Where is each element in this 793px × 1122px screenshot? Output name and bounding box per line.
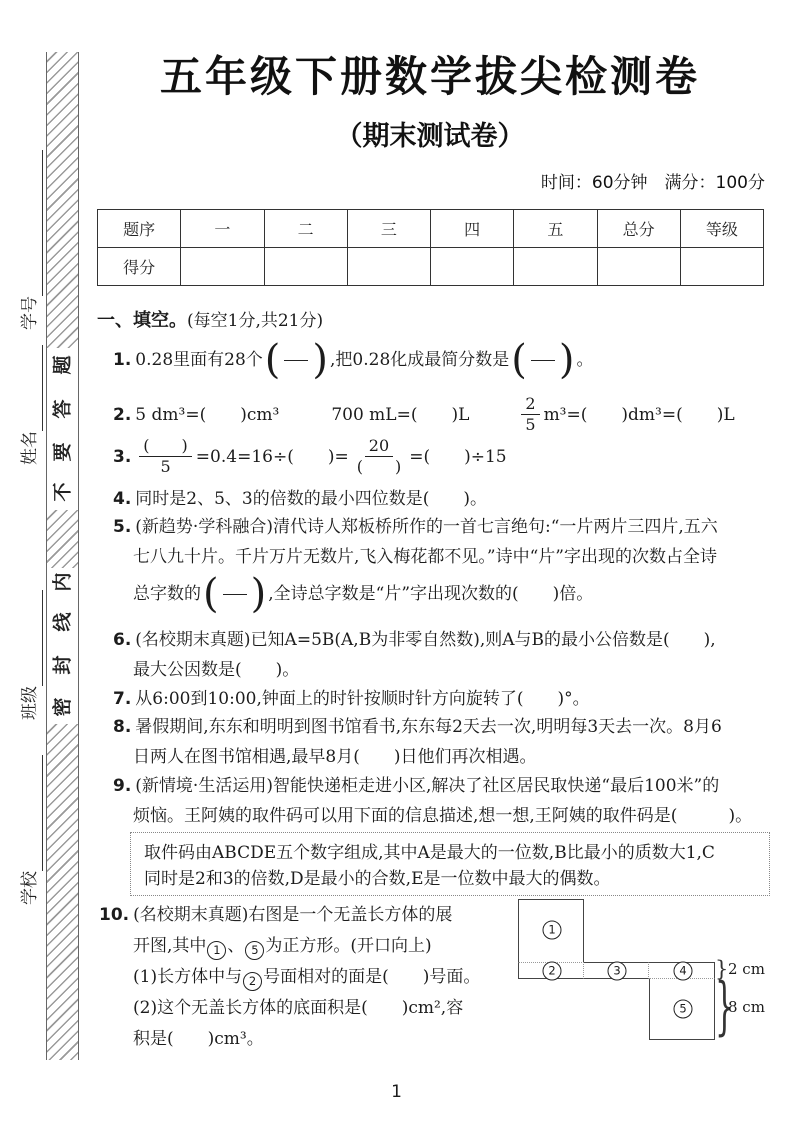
score-empty-cell — [347, 248, 430, 286]
face-label-3: 3 — [608, 962, 627, 981]
question-5-number: 5. — [113, 517, 132, 537]
score-header-cell: 三 — [347, 210, 430, 248]
class-label: 班级 — [20, 686, 40, 720]
sidebar-field-school — [15, 755, 43, 905]
question-9-number: 9. — [113, 776, 132, 796]
question-4-number: 4. — [113, 489, 132, 509]
question-8-number: 8. — [113, 717, 132, 737]
score-empty-cell — [514, 248, 597, 286]
question-3-number: 3. — [113, 446, 132, 467]
face-label-5: 5 — [674, 1000, 693, 1019]
score-empty-cell — [680, 248, 763, 286]
question-2-text: 700 mL=( )L — [331, 404, 470, 425]
name-blank-line — [22, 345, 43, 431]
question-6 — [99, 625, 767, 685]
20-over-blank-fraction: $\frac{20}{( )}$ — [356, 436, 402, 476]
blank-fraction — [265, 338, 328, 382]
question-10-text: (2)这个无盖长方体的底面积是( )cm²,容 — [133, 998, 464, 1018]
sidebar-field-class — [15, 590, 43, 720]
question-3-text: =0.4=16÷( )= — [195, 446, 349, 467]
fraction-two-fifths: $\frac{2}{5}$ — [521, 394, 539, 435]
school-label: 学校 — [20, 871, 40, 905]
seal-char-8: 密 — [51, 697, 74, 717]
question-2-text: m³=( )dm³=( )L — [543, 404, 735, 425]
seal-char-3: 要 — [51, 442, 74, 462]
question-4 — [99, 484, 767, 514]
face-label-2: 2 — [543, 962, 562, 981]
question-10-number: 10. — [99, 905, 130, 925]
school-blank-line — [22, 755, 43, 871]
question-10-text: 、 — [227, 936, 245, 956]
question-6-number: 6. — [113, 630, 132, 650]
name-label: 姓名 — [20, 431, 40, 465]
question-9-text: 烦恼。王阿姨的取件码可以用下面的信息描述,想一想,王阿姨的取件码是( )。 — [133, 806, 753, 826]
question-3 — [99, 436, 767, 477]
seal-char-5: 内 — [51, 572, 74, 592]
question-3-text: =( )÷15 — [409, 446, 507, 467]
seal-char-2: 答 — [51, 399, 74, 419]
page-title: 五年级下册数学拔尖检测卷 — [159, 52, 700, 101]
question-7-number: 7. — [113, 689, 132, 709]
student-number-label: 学号 — [20, 296, 40, 330]
seal-char-1: 题 — [51, 355, 74, 375]
info-box-text: 取件码由ABCDE五个数字组成,其中A是最大的一位数,B比最小的质数大1,C — [144, 843, 715, 863]
question-6-text: 最大公因数是( )。 — [133, 660, 300, 680]
section-1-title: 一、填空。 — [97, 310, 187, 331]
question-8-text: 日两人在图书馆相遇,最早8月( )日他们再次相遇。 — [133, 747, 537, 767]
seal-hatch-bottom — [47, 724, 78, 1060]
question-4-text: 同时是2、5、3的倍数的最小四位数是( )。 — [135, 489, 488, 509]
question-1 — [99, 338, 767, 382]
box-net-diagram — [515, 896, 793, 1061]
score-table-score-row — [98, 248, 764, 286]
time-score-info: 时间：60分钟 满分：100分 — [540, 173, 765, 193]
score-empty-cell — [431, 248, 514, 286]
question-10-text: 右图是一个无盖长方体的展 — [248, 905, 453, 925]
blank-fraction — [203, 572, 266, 616]
pickup-code-info-box — [130, 832, 770, 896]
question-6-tag: (名校期末真题) — [135, 630, 251, 650]
class-blank-line — [22, 590, 43, 686]
face-label-4: 4 — [674, 962, 693, 981]
score-table-header-row — [98, 210, 764, 248]
dimension-2cm: 2 cm — [728, 960, 765, 978]
question-9 — [99, 771, 767, 831]
question-5 — [99, 512, 767, 616]
question-5-text: 七八九十片。千片万片无数片,飞入梅花都不见。”诗中“片”字出现的次数占全诗 — [133, 547, 717, 567]
score-empty-cell — [181, 248, 264, 286]
score-empty-cell — [264, 248, 347, 286]
face-label-1: 1 — [543, 921, 562, 940]
dimension-8cm: 8 cm — [728, 998, 765, 1016]
score-header-cell: 一 — [181, 210, 264, 248]
page-number: 1 — [391, 1082, 402, 1102]
score-header-cell: 题序 — [98, 210, 181, 248]
question-9-text: 智能快递柜走进小区,解决了社区居民取快递“最后100米”的 — [272, 776, 720, 796]
seal-hatch-top — [47, 52, 78, 348]
score-empty-cell — [597, 248, 680, 286]
sidebar-field-name — [15, 345, 43, 465]
seal-char-7: 封 — [51, 655, 74, 675]
section-1-points-note: (每空1分,共21分) — [187, 311, 324, 331]
question-6-text: 已知A=5B(A,B为非零自然数),则A与B的最小公倍数是( ), — [250, 630, 716, 650]
question-2-number: 2. — [113, 404, 132, 425]
question-9-tag: (新情境·生活运用) — [135, 776, 273, 796]
question-10 — [99, 900, 519, 1055]
score-header-cell: 五 — [514, 210, 597, 248]
seal-hatch-mid — [47, 510, 78, 568]
blank-fraction — [511, 338, 574, 382]
question-7 — [99, 684, 767, 714]
question-10-text: 号面相对的面是( )号面。 — [263, 967, 481, 987]
score-header-cell: 四 — [431, 210, 514, 248]
question-5-text: 清代诗人郑板桥所作的一首七言绝句:“一片两片三四片,五六 — [272, 517, 718, 537]
question-10-text: 积是( )cm³。 — [133, 1029, 264, 1049]
question-7-text: 从6:00到10:00,钟面上的时针按顺时针方向旋转了( )°。 — [135, 689, 590, 709]
section-1-heading — [97, 306, 323, 332]
score-header-cell: 总分 — [597, 210, 680, 248]
score-header-cell: 二 — [264, 210, 347, 248]
question-10-tag: (名校期末真题) — [133, 905, 249, 925]
sidebar-field-student-number — [15, 150, 43, 330]
score-row-label: 得分 — [98, 248, 181, 286]
seal-char-4: 不 — [51, 482, 74, 502]
question-1-text: 。 — [576, 350, 594, 370]
score-header-cell: 等级 — [680, 210, 763, 248]
question-1-text: 0.28里面有28个 — [135, 350, 263, 370]
circled-2: 2 — [243, 972, 262, 991]
seal-char-6: 线 — [51, 612, 74, 632]
student-number-blank-line — [22, 150, 43, 296]
question-5-tag: (新趋势·学科融合) — [135, 517, 273, 537]
circled-1: 1 — [207, 941, 226, 960]
question-8 — [99, 712, 767, 772]
question-10-text: 为正方形。(开口向上) — [265, 936, 432, 956]
seal-line-band — [46, 52, 79, 1060]
score-table — [97, 209, 764, 286]
page-subtitle: （期末测试卷） — [335, 121, 525, 152]
question-8-text: 暑假期间,东东和明明到图书馆看书,东东每2天去一次,明明每3天去一次。8月6 — [135, 717, 722, 737]
circled-5: 5 — [245, 941, 264, 960]
question-10-text: (1)长方体中与 — [133, 967, 243, 987]
question-1-number: 1. — [113, 350, 132, 370]
question-5-text: 总字数的 — [133, 584, 201, 604]
info-box-text: 同时是2和3的倍数,D是最小的合数,E是一位数中最大的偶数。 — [144, 869, 611, 889]
blank-over-5-fraction: $\frac{( )}{5}$ — [139, 436, 192, 477]
question-2-text: 5 dm³=( )cm³ — [135, 404, 280, 425]
question-1-text: ,把0.28化成最简分数是 — [330, 350, 510, 370]
question-2 — [99, 394, 767, 435]
question-5-text: ,全诗总字数是“片”字出现次数的( )倍。 — [268, 584, 594, 604]
question-10-text: 开图,其中 — [133, 936, 207, 956]
